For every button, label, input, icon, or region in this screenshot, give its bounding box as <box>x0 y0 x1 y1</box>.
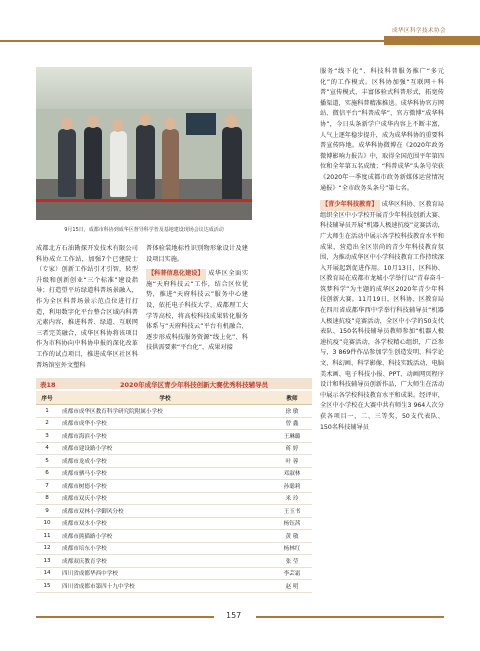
row-teacher: 邓淑林 <box>272 467 312 480</box>
photo-person-head <box>139 113 151 126</box>
row-index: 2 <box>36 417 58 430</box>
table-row <box>36 417 312 430</box>
row-teacher: 李芸霜 <box>272 567 312 580</box>
table-row <box>36 530 312 543</box>
row-index: 15 <box>36 580 58 593</box>
row-index: 5 <box>36 455 58 468</box>
table-row <box>36 555 312 568</box>
table-row <box>36 455 312 468</box>
photo-person-head <box>87 115 99 128</box>
header-index: 序号 <box>36 391 58 405</box>
row-index: 10 <box>36 517 58 530</box>
photo-caption: 9月15日，成都市科协到成华区督导科学普及基地建设现场会议达成活动 <box>64 227 224 233</box>
row-school: 成都市建设路小学校 <box>58 442 272 455</box>
table-row <box>36 505 312 518</box>
running-header-title: 成华区科学技术协会 <box>392 28 447 34</box>
table-row <box>36 442 312 455</box>
winners-table <box>36 391 312 593</box>
photo-display-screen <box>186 113 216 135</box>
row-school: 成都市双林小学御风分校 <box>58 505 272 518</box>
row-school: 成都市树德小学校 <box>58 480 272 493</box>
row-teacher: 王琳璐 <box>272 430 312 443</box>
row-index: 4 <box>36 442 58 455</box>
table-row <box>36 405 312 418</box>
row-teacher: 徐 敏 <box>272 405 312 418</box>
row-index: 12 <box>36 542 58 555</box>
photo-person <box>162 129 179 199</box>
row-index: 3 <box>36 430 58 443</box>
row-teacher: 蒋 婷 <box>272 442 312 455</box>
row-index: 11 <box>36 530 58 543</box>
footer-rule-left <box>36 616 214 618</box>
header-school: 学校 <box>58 391 272 405</box>
row-teacher: 黄 敬 <box>272 530 312 543</box>
row-school: 成都市熊猫路小学校 <box>58 530 272 543</box>
table-title: 2020年成华区青少年科技创新大赛优秀科技辅导员 <box>120 381 269 389</box>
footer-rule-right <box>256 616 444 618</box>
row-school: 成都市龙成小学校 <box>58 455 272 468</box>
row-teacher: 杨钰茜 <box>272 517 312 530</box>
photo-person-head <box>112 119 124 132</box>
row-teacher: 曾 鑫 <box>272 417 312 430</box>
row-index: 9 <box>36 505 58 518</box>
row-school: 成都市成华区教育科学研究院附属小学校 <box>58 405 272 418</box>
row-teacher: 张 莹 <box>272 555 312 568</box>
row-index: 1 <box>36 405 58 418</box>
row-index: 13 <box>36 555 58 568</box>
table-row <box>36 492 312 505</box>
header-teacher: 教师 <box>272 391 312 405</box>
page-number: 157 <box>226 611 242 620</box>
row-school: 成都市驷马小学校 <box>58 467 272 480</box>
photo-red-rope <box>36 199 252 202</box>
event-photo <box>36 67 252 220</box>
header-tab <box>384 36 480 45</box>
row-index: 6 <box>36 467 58 480</box>
left-column <box>36 244 138 371</box>
row-teacher: 杨林红 <box>272 542 312 555</box>
row-school: 成都市双庆小学校 <box>58 492 272 505</box>
row-teacher: 米 玲 <box>272 492 312 505</box>
row-school: 四川省成都华西中学校 <box>58 567 272 580</box>
table-row <box>36 517 312 530</box>
row-teacher: 王玉书 <box>272 505 312 518</box>
middle-column <box>146 244 248 354</box>
left-column-text: 成都北方石油勘探开发技术有限公司科协成立工作站，加强7个已建院士（专家）创新工作站引才引智，转型升级和创新创业“三个标准”建设指导；打造望平坊绿道科普场景融入，作为全区科普场景示范点位进行打造，利用数字化平台整合区域内科普元素内容，推进科普、绿道、互联网三者完美融合，成华区科协将该项目作为市科协向中科协申报的深化改革工作的试点项目，推进成华区社区科普场馆室外文塑科 <box>36 245 138 369</box>
table-header-row <box>36 391 312 405</box>
table-row <box>36 580 312 593</box>
header-rule <box>0 40 384 42</box>
row-school: 成都市双水小学校 <box>58 517 272 530</box>
middle-para-1: 普体验装地标性识别物形象设计及建设项目实施。 <box>146 245 248 263</box>
table-label: 表18 <box>40 381 56 389</box>
right-para-2: 成华区科协、区教育局组织全区中小学校开展青少年科技创新大赛、科技辅导员开展“机器人极速抗疫”竞赛活动，广大师生在活动中展示各学校科技教育水平和成果，营造出全区崇尚的青少年科技教育氛围，为推动成华区中小学科技教育工作持续深入开展起到促进作用。10月13日，区科协、区教育局在成都市龙城小学举行以“青春奋斗·筑梦科学”为主题的成华区2020年青少年科技创新大赛。11月19日，区科协、区教育局在四川省成都华西中学举行科技辅导员“机器人极速抗疫”竞赛活动，全区中小学的50支代表队、150名科技辅导员教师参加“机器人极速抗疫”竞赛活动，各学校精心组织，广泛参与，3 869件作品参加学生创造发明、科学论文、科幻画、科学影像、科技实践活动、电脑美术画、电子科技小报、PPT、动画网页程序设计和科技辅导员创新作品，广大师生在活动中展示各学校科技教育水平和成果。经评审，全区中小学校在大赛中共有师生3 964人次分获各项目一、二、三等奖，50支代表队、150名科技辅导员 <box>320 201 444 431</box>
table-row <box>36 567 312 580</box>
row-teacher: 赵 明 <box>272 580 312 593</box>
photo-person <box>110 131 127 197</box>
row-school: 成都市培东小学校 <box>58 542 272 555</box>
row-index: 7 <box>36 480 58 493</box>
table-body <box>36 405 312 593</box>
row-index: 14 <box>36 567 58 580</box>
table-row <box>36 480 312 493</box>
photo-person-head <box>225 114 238 128</box>
table-row <box>36 430 312 443</box>
photo-person <box>222 127 242 201</box>
right-para-1: 服务“线下化”、科技科普服务推广“多元化”的工作模式。区科协加强“互联网＋科普”宣传模式，丰富体验式科普形式，拓宽传播渠道，实施科普精准推送。成华科协官方网站、微信平台“科普成华”、官方微博“成华科协”，今日头条新学户成华内容上不断丰富，人气上逐年稳步提升，成为成华科协的重要科普宣传阵地。成华科协微博在《2020年政务微博影响力报告》中，取得全国范围平年第四位和全年第五名成绩；“科普成华”头条号荣获《2020年一季度成都市政务新媒体运营情况通报》“全市政务头条号”第七名。 <box>320 68 444 192</box>
photo-ceiling <box>36 67 252 109</box>
row-index: 8 <box>36 492 58 505</box>
row-school: 四川省成都市第四十九中学校 <box>58 580 272 593</box>
row-school: 成都双庆教育学校 <box>58 555 272 568</box>
table-row <box>36 542 312 555</box>
photo-person <box>136 125 155 199</box>
right-column <box>320 67 444 433</box>
section-heading-digital-science: 【科普信息化建设】 <box>146 269 206 280</box>
table-row <box>36 467 312 480</box>
middle-para-2: 成华区全面实施“天府科技云”工作，结合区位优势，推进“天府科技云”服务中心建设，依托电子科技大学、成都理工大学等高校，将高校科技成果转化服务体系与“天府科技云”平台有机融合，逐步形成科技服务资源“线上化”、科技供需要素“平台化”、成果对接 <box>146 270 249 352</box>
photo-person <box>58 129 76 197</box>
row-school: 成都市海滨小学校 <box>58 430 272 443</box>
row-school: 成都市成华小学校 <box>58 417 272 430</box>
photo-person-head <box>164 117 176 130</box>
header-bar <box>0 36 480 45</box>
photo-person <box>84 127 102 199</box>
section-heading-youth-education: 【青少年科技教育】 <box>320 200 380 211</box>
row-teacher: 叶 蓉 <box>272 455 312 468</box>
row-teacher: 孙聪莉 <box>272 480 312 493</box>
photo-person-head <box>61 117 73 130</box>
